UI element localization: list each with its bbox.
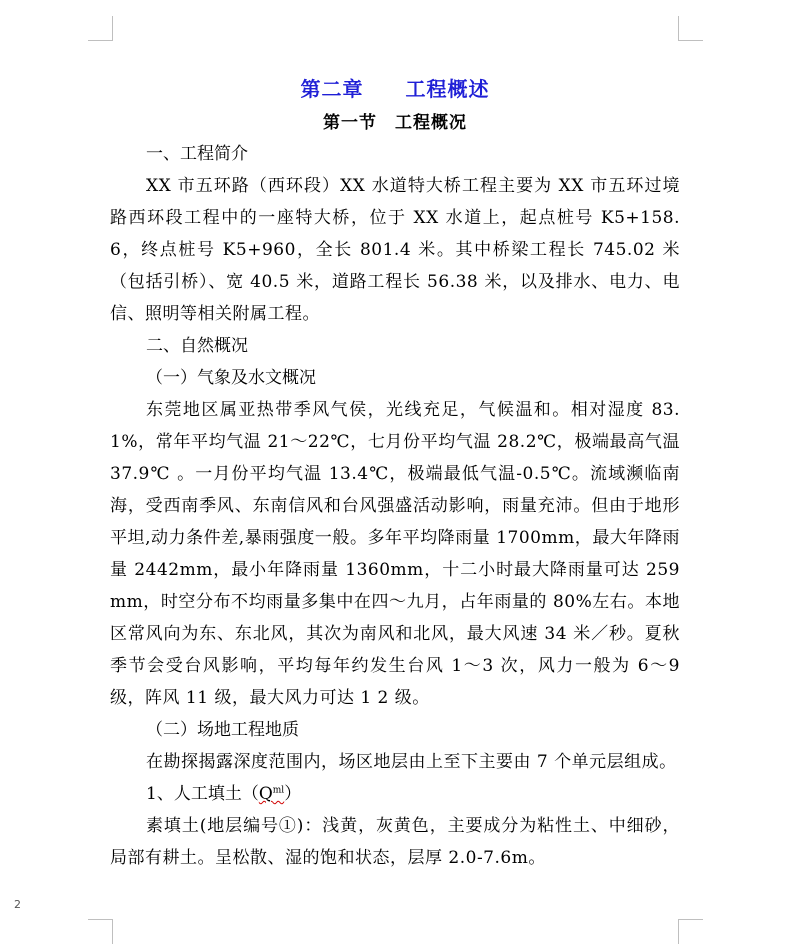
heading-artificial-fill-symbol bbox=[259, 784, 284, 804]
heading-site-geology: （二）场地工程地质 bbox=[146, 720, 299, 740]
paragraph-artificial-fill: 素填土(地层编号①)：浅黄，灰黄色，主要成分为粘性土、中细砂，局部有耕土。呈松散、湿的饱和状态，层厚 2.0-7.6m。 bbox=[110, 816, 680, 868]
page-corner-mark-top-left bbox=[88, 16, 113, 41]
heading-artificial-fill-suffix: ） bbox=[284, 784, 302, 804]
heading-natural-overview: 二、自然概况 bbox=[146, 336, 248, 356]
document-body bbox=[110, 70, 680, 874]
section-title: 第一节 工程概况 bbox=[323, 113, 467, 133]
heading-artificial-fill-q: Q bbox=[258, 784, 273, 804]
heading-climate-hydrology: （一）气象及水文概况 bbox=[146, 368, 316, 388]
paragraph-site-geology: 在勘探揭露深度范围内，场区地层由上至下主要由 7 个单元层组成。 bbox=[146, 752, 677, 772]
page-number: 2 bbox=[14, 898, 21, 911]
chapter-title: 第二章 工程概述 bbox=[300, 77, 490, 101]
page-corner-mark-bottom-left bbox=[88, 919, 113, 944]
page-corner-mark-bottom-right bbox=[678, 919, 703, 944]
heading-artificial-fill-superscript: ml bbox=[272, 785, 285, 796]
page-corner-mark-top-right bbox=[678, 16, 703, 41]
heading-artificial-fill-prefix: 1、人工填土（ bbox=[146, 784, 259, 804]
paragraph-project-intro: XX 市五环路（西环段）XX 水道特大桥工程主要为 XX 市五环过境路西环段工程中的一座特大桥，位于 XX 水道上，起点桩号 K5+158.6，终点桩号 K5+960，全长 801.4 米。其中桥梁工程长 745.02 米（包括引桥）、宽 40.5 米，道路工程长 56.38 米，以及排水、电力、电信、照明等相关附属工程。 bbox=[110, 176, 680, 324]
heading-project-intro: 一、工程简介 bbox=[146, 144, 248, 164]
paragraph-climate-hydrology: 东莞地区属亚热带季风气侯，光线充足，气候温和。相对湿度 83.1%，常年平均气温 21～22℃，七月份平均气温 28.2℃，极端最高气温 37.9℃ 。一月份平均气温 13.4℃，极端最低气温-0.5℃。流域濒临南海，受西南季风、东南信风和台风强盛活动影响，雨量充沛。但由于地形平坦,动力条件差,暴雨强度一般。多年平均降雨量 1700mm，最大年降雨量 2442mm，最小年降雨量 1360mm，十二小时最大降雨量可达 259 mm，时空分布不均雨量多集中在四～九月，占年雨量的 80%左右。本地区常风向为东、东北风，其次为南风和北风，最大风速 34 米／秒。夏秋季节会受台风影响，平均每年约发生台风 1～3 次，风力一般为 6～9 级，阵风 11 级，最大风力可达 1 2 级。 bbox=[110, 400, 680, 708]
heading-artificial-fill bbox=[110, 778, 680, 810]
